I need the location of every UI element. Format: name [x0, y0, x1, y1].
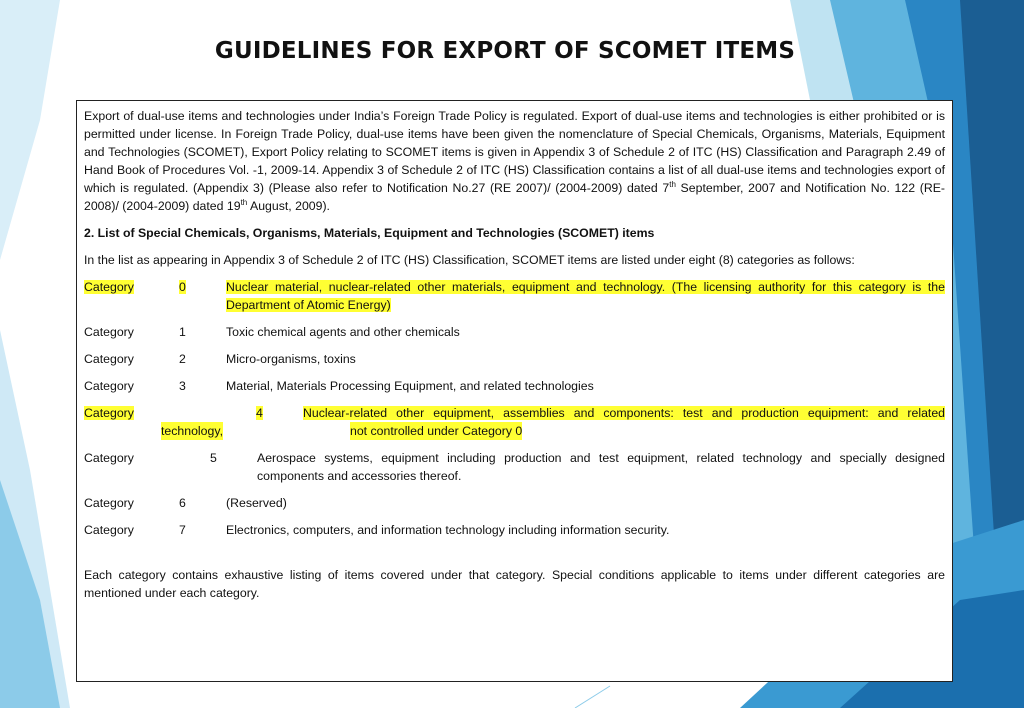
category-row-4 [84, 404, 945, 422]
category-label: Category [84, 325, 134, 339]
category-label: Category [84, 523, 134, 537]
category-number: 1 [179, 325, 186, 339]
category-text: Electronics, computers, and information technology including information security. [226, 523, 670, 537]
category-label: Category [84, 352, 134, 366]
category-number: 6 [179, 496, 186, 510]
list-intro: In the list as appearing in Appendix 3 of Schedule 2 of ITC (HS) Classification, SCOMET items are listed under eight (8) categories as follows: [84, 253, 855, 267]
category-text: Toxic chemical agents and other chemicals [226, 325, 460, 339]
page-title: GUIDELINES FOR EXPORT OF SCOMET ITEMS [214, 38, 796, 64]
category-text: Nuclear material, nuclear-related other materials, equipment and technology. (The licensing authority for this category is the Department of Atomic Energy) [226, 280, 945, 312]
category-text: Micro-organisms, toxins [226, 352, 356, 366]
category-text: Aerospace systems, equipment including production and test equipment, related technology and specially designed components and accessories thereof. [257, 451, 945, 483]
category-row-2 [84, 350, 945, 368]
category-label: Category [84, 379, 134, 393]
category-text: Nuclear-related other equipment, assemblies and components: test and production equipment: and related [303, 406, 945, 420]
content-box [76, 100, 953, 682]
category-number: 5 [210, 451, 217, 465]
category-row-4-continuation [84, 422, 945, 440]
category-row-5 [84, 449, 945, 485]
category-number: 2 [179, 352, 186, 366]
category-text-continued: not controlled under Category 0 [350, 424, 523, 438]
closing-paragraph: Each category contains exhaustive listing of items covered under that category. Special conditions applicable to items under different categories are mentioned under each category. [84, 568, 945, 600]
category-number: 3 [179, 379, 186, 393]
category-label: Category [84, 280, 134, 294]
intro-text-2: September, 2007 and Notification No. 122 (RE-2008)/ (2004-2009) dated 19 [84, 181, 946, 213]
intro-text-3: August, 2009). [247, 199, 330, 213]
category-label: Category [84, 406, 134, 420]
category-row-3 [84, 377, 945, 395]
intro-sup-2: th [240, 197, 248, 207]
category-row-1 [84, 323, 945, 341]
category-label: Category [84, 496, 134, 510]
intro-paragraph [84, 107, 945, 215]
category-text-wrap: technology, [161, 424, 223, 438]
category-row-7 [84, 521, 945, 539]
category-number: 7 [179, 523, 186, 537]
category-row-6 [84, 494, 945, 512]
category-text: (Reserved) [226, 496, 287, 510]
category-label: Category [84, 451, 134, 465]
category-number: 4 [256, 406, 263, 420]
intro-sup-1: th [669, 179, 676, 189]
category-number: 0 [179, 280, 186, 294]
category-row-0 [84, 278, 945, 314]
section-heading: 2. List of Special Chemicals, Organisms, Materials, Equipment and Technologies (SCOMET) items [84, 226, 655, 240]
category-text: Material, Materials Processing Equipment, and related technologies [226, 379, 594, 393]
intro-text-1: Export of dual-use items and technologies under India’s Foreign Trade Policy is regulated. Export of dual-use items and technologies is either prohibited or is permitted under license. In Foreign Trade Policy, dual-use items have been given the nomenclature of Special Chemicals, Organisms, Materials, Equipment and Technologies (SCOMET), Export Policy relating to SCOMET items is given in Appendix 3 of Schedule 2 of ITC (HS) Classification and Paragraph 2.49 of Hand Book of Procedures Vol. -1, 2009-14. Appendix 3 of Schedule 2 of ITC (HS) Classification contains a list of all dual-use items and technologies export of which is regulated. (Appendix 3) (Please also refer to Notification No.27 (RE 2007)/ (2004-2009) dated 7 [84, 109, 945, 195]
